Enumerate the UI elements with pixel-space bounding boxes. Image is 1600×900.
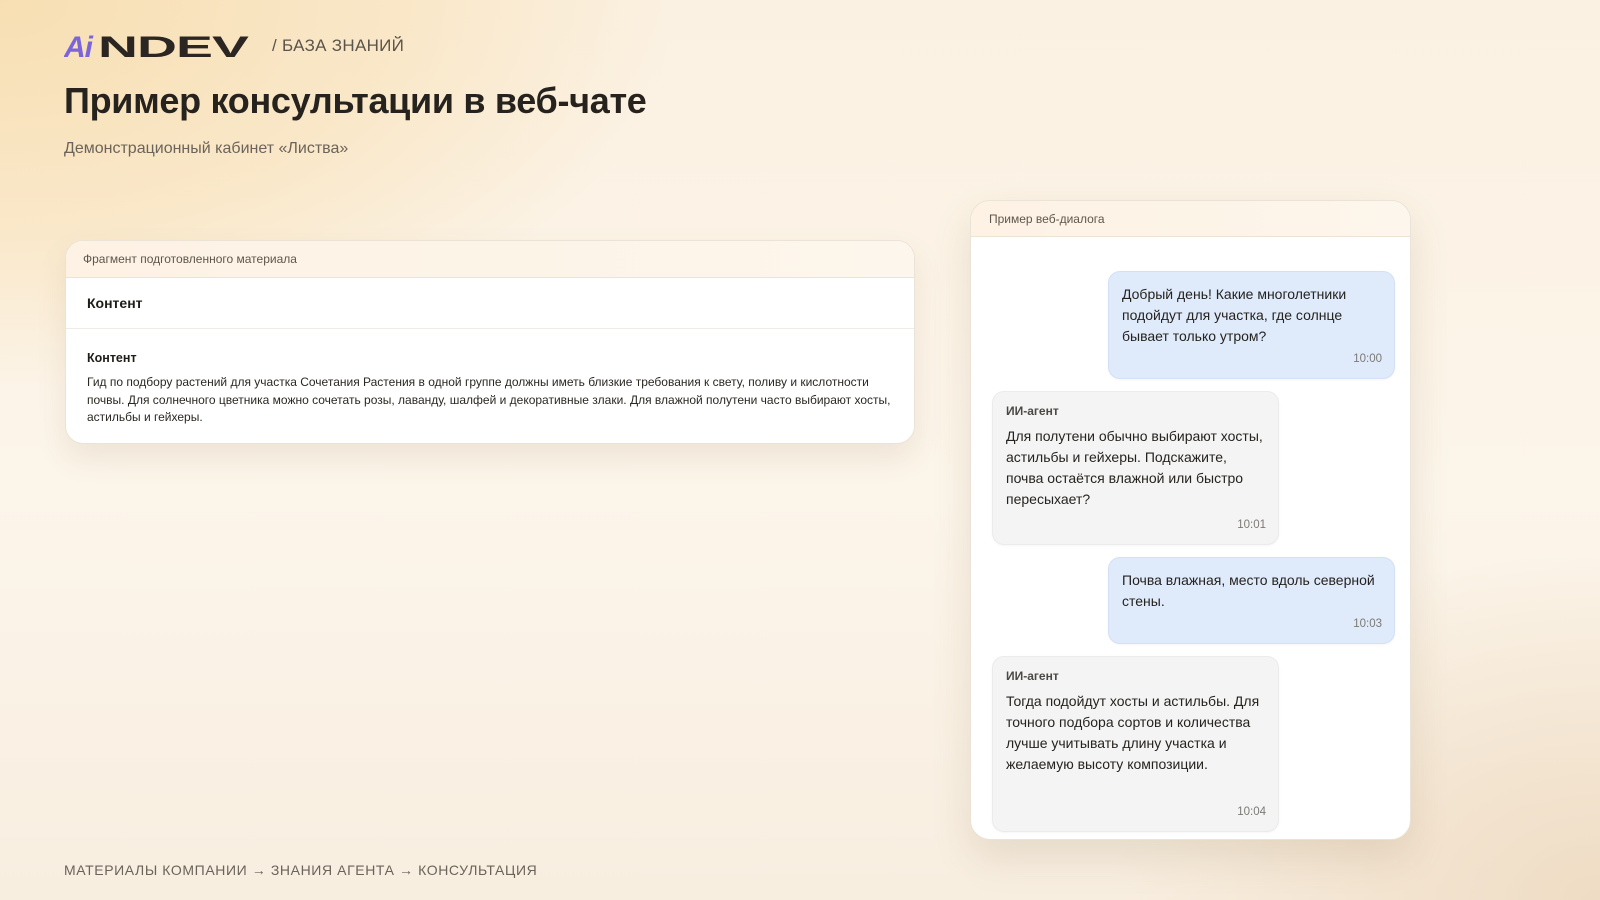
aindev-logo[interactable] <box>64 33 250 59</box>
page-subtitle: Демонстрационный кабинет «Листва» <box>64 140 349 157</box>
message-sender: ИИ-агент <box>1006 404 1059 418</box>
chat-message-user <box>1108 271 1395 379</box>
svg-text:Ai: Ai <box>64 33 92 59</box>
chat-card-header: Пример веб-диалога <box>971 201 1410 237</box>
material-card-header: Фрагмент подготовленного материала <box>66 241 914 278</box>
message-text: Для полутени обычно выбирают хосты, астильбы и гейхеры. Подскажите, почва остаётся влажной или быстро пересыхает? <box>1006 428 1263 507</box>
chat-message-user <box>1108 557 1395 644</box>
brand-row <box>64 32 404 60</box>
chat-message-agent <box>992 656 1279 832</box>
message-time: 10:01 <box>1237 519 1266 531</box>
page-title: Пример консультации в веб-чате <box>64 80 647 121</box>
section-breadcrumb[interactable]: / БАЗА ЗНАНИЙ <box>272 36 405 55</box>
material-body-title: Контент <box>87 351 137 365</box>
material-body-text: Гид по подбору растений для участка Сочетания Растения в одной группе должны иметь близкие требования к свету, поливу и кислотности почвы. Для солнечного цветника можно сочетать розы, лаванду, шалфей и декоративные злаки. Для влажной полутени часто выбирают хосты, астильбы и гейхеры. <box>87 375 891 424</box>
web-dialog-card <box>970 200 1411 840</box>
message-time: 10:03 <box>1353 618 1382 630</box>
message-sender: ИИ-агент <box>1006 669 1059 683</box>
footer-breadcrumb: МАТЕРИАЛЫ КОМПАНИИ → ЗНАНИЯ АГЕНТА → КОНСУЛЬТАЦИЯ <box>64 862 538 878</box>
message-text: Почва влажная, место вдоль северной стены. <box>1122 572 1375 609</box>
chat-message-agent <box>992 391 1279 545</box>
material-card-body <box>66 329 914 427</box>
message-text: Добрый день! Какие многолетники подойдут для участка, где солнце бывает только утром? <box>1122 286 1347 344</box>
material-section-title: Контент <box>66 278 914 329</box>
message-time: 10:04 <box>1237 806 1266 818</box>
message-text: Тогда подойдут хосты и астильбы. Для точного подбора сортов и количества лучше учитывать длину участка и желаемую высоту композиции. <box>1006 693 1260 772</box>
svg-text:NDEV: NDEV <box>98 33 249 59</box>
message-time: 10:00 <box>1353 353 1382 365</box>
material-fragment-card <box>65 240 915 444</box>
